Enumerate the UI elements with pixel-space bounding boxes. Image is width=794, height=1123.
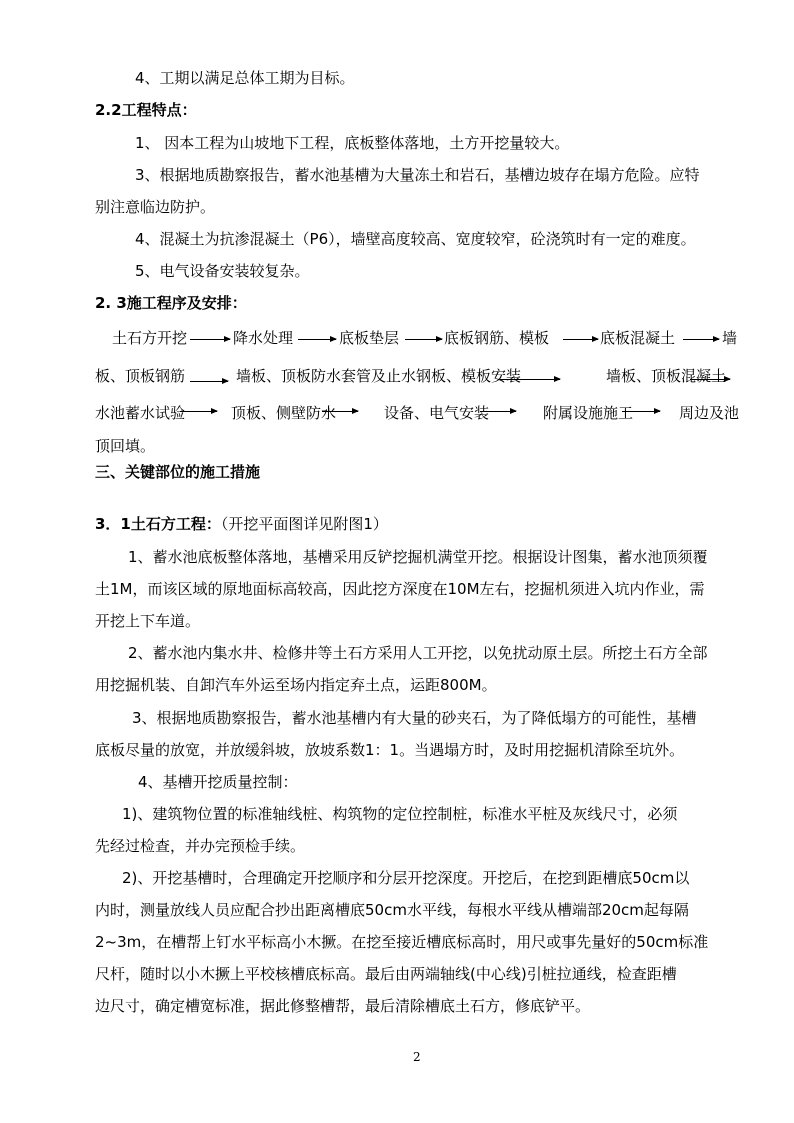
- paragraph-feature-4: 4、混凝土为抗渗混凝土（P6），墙壁高度较高、宽度较窄，砼浇筑时有一定的难度。: [135, 230, 696, 248]
- paragraph-3-1-2-line2: 用挖掘机装、自卸汽车外运至场内指定弃土点，运距800M。: [95, 676, 497, 694]
- section-heading-2-2: 2.2工程特点：: [95, 101, 197, 119]
- flow-step: 底板垫层: [339, 329, 400, 347]
- flow-step: 附属设施施工: [543, 404, 634, 422]
- section-heading-3: 三、关键部位的施工措施: [95, 463, 261, 481]
- quality-item-2-line3: 2~3m，在槽帮上钉水平标高小木撅。在挖至接近槽底标高时，用尺或事先量好的50cm标准: [95, 933, 709, 951]
- quality-item-1-line2: 先经过检查，并办完预检手续。: [95, 837, 306, 855]
- flow-arrow-icon: [190, 381, 228, 382]
- quality-item-2-line2: 内时，测量放线人员应配合抄出距离槽底50cm水平线，每根水平线从槽端部20cm起每隔: [95, 901, 689, 919]
- flow-step: 墙板、顶板混凝土: [606, 367, 727, 385]
- subsection-title: 3．1土石方工程：: [95, 515, 221, 533]
- quality-item-2-line1: 2)、开挖基槽时，合理确定开挖顺序和分层开挖深度。开挖后，在挖到距槽底50cm以: [122, 869, 690, 887]
- flow-arrow-icon: [322, 411, 358, 412]
- flow-step: 顶板、侧壁防水: [231, 404, 337, 422]
- paragraph-3-1-2-line1: 2、蓄水池内集水井、检修井等土石方采用人工开挖，以免扰动原土层。所挖土石方全部: [128, 644, 708, 662]
- section-heading-2-3: 2. 3施工程序及安排：: [95, 294, 247, 312]
- paragraph-feature-3-line2: 别注意临边防护。: [95, 198, 216, 216]
- flow-step: 墙: [722, 329, 738, 347]
- paragraph-3-1-4: 4、基槽开挖质量控制：: [138, 773, 298, 791]
- flow-arrow-icon: [683, 339, 719, 340]
- paragraph-3-1-1-line3: 开挖上下车道。: [95, 612, 201, 630]
- flow-arrow-icon: [563, 339, 598, 340]
- quality-item-2-line5: 边尺寸，确定槽宽标准，据此修整槽帮，最后清除槽底土石方，修底铲平。: [95, 997, 591, 1015]
- subsection-note: （开挖平面图详见附图1）: [220, 515, 388, 533]
- flow-step: 设备、电气安装: [384, 404, 490, 422]
- paragraph-feature-3-line1: 3、根据地质勘察报告，蓄水池基槽为大量冻土和岩石，基槽边坡存在塌方危险。应特: [135, 166, 700, 184]
- flow-step: 水池蓄水试验: [95, 404, 186, 422]
- paragraph-feature-5: 5、电气设备安装较复杂。: [135, 262, 310, 280]
- paragraph-item-4: 4、工期以满足总体工期为目标。: [135, 69, 355, 87]
- paragraph-feature-1: 1、 因本工程为山坡地下工程，底板整体落地，土方开挖量较大。: [135, 134, 570, 152]
- subsection-heading-3-1: [95, 514, 388, 534]
- quality-item-2-line4: 尺杆，随时以小木撅上平校核槽底标高。最后由两端轴线(中心线)引桩拉通线，检查距槽: [95, 965, 677, 983]
- paragraph-3-1-3-line2: 底板尽量的放宽，并放缓斜坡，放坡系数1：1。当遇塌方时，及时用挖掘机清除至坑外。: [95, 741, 685, 759]
- flow-step: 土石方开挖: [112, 329, 188, 347]
- flow-arrow-icon: [190, 339, 230, 340]
- flow-arrow-icon: [480, 411, 516, 412]
- flow-step: 降水处理: [233, 329, 294, 347]
- flow-step: 顶回填。: [95, 437, 156, 455]
- flow-arrow-icon: [180, 411, 217, 412]
- flow-step: 底板混凝土: [600, 329, 676, 347]
- flow-step: 墙板、顶板防水套管及止水钢板、模板安装: [236, 367, 522, 385]
- flow-arrow-icon: [622, 411, 660, 412]
- quality-item-1-line1: 1)、建筑物位置的标准轴线桩、构筑物的定位控制桩，标准水平桩及灰线尺寸，必须: [122, 805, 678, 823]
- flow-arrow-icon: [690, 379, 730, 380]
- page-number: 2: [413, 1050, 421, 1064]
- paragraph-3-1-1-line1: 1、蓄水池底板整体落地，基槽采用反铲挖掘机满堂开挖。根据设计图集，蓄水池顶须覆: [128, 548, 708, 566]
- flow-arrow-icon: [405, 339, 442, 340]
- flow-step: 底板钢筋、模板: [444, 329, 550, 347]
- paragraph-3-1-1-line2: 土1M，而该区域的原地面标高较高，因此挖方深度在10M左右，挖掘机须进入坑内作业，需: [95, 580, 705, 598]
- paragraph-3-1-3-line1: 3、根据地质勘察报告，蓄水池基槽内有大量的砂夹石，为了降低塌方的可能性，基槽: [132, 709, 697, 727]
- flow-arrow-icon: [500, 379, 560, 380]
- flow-step: 周边及池: [679, 404, 740, 422]
- flow-step: 板、顶板钢筋: [95, 367, 186, 385]
- flow-arrow-icon: [298, 339, 336, 340]
